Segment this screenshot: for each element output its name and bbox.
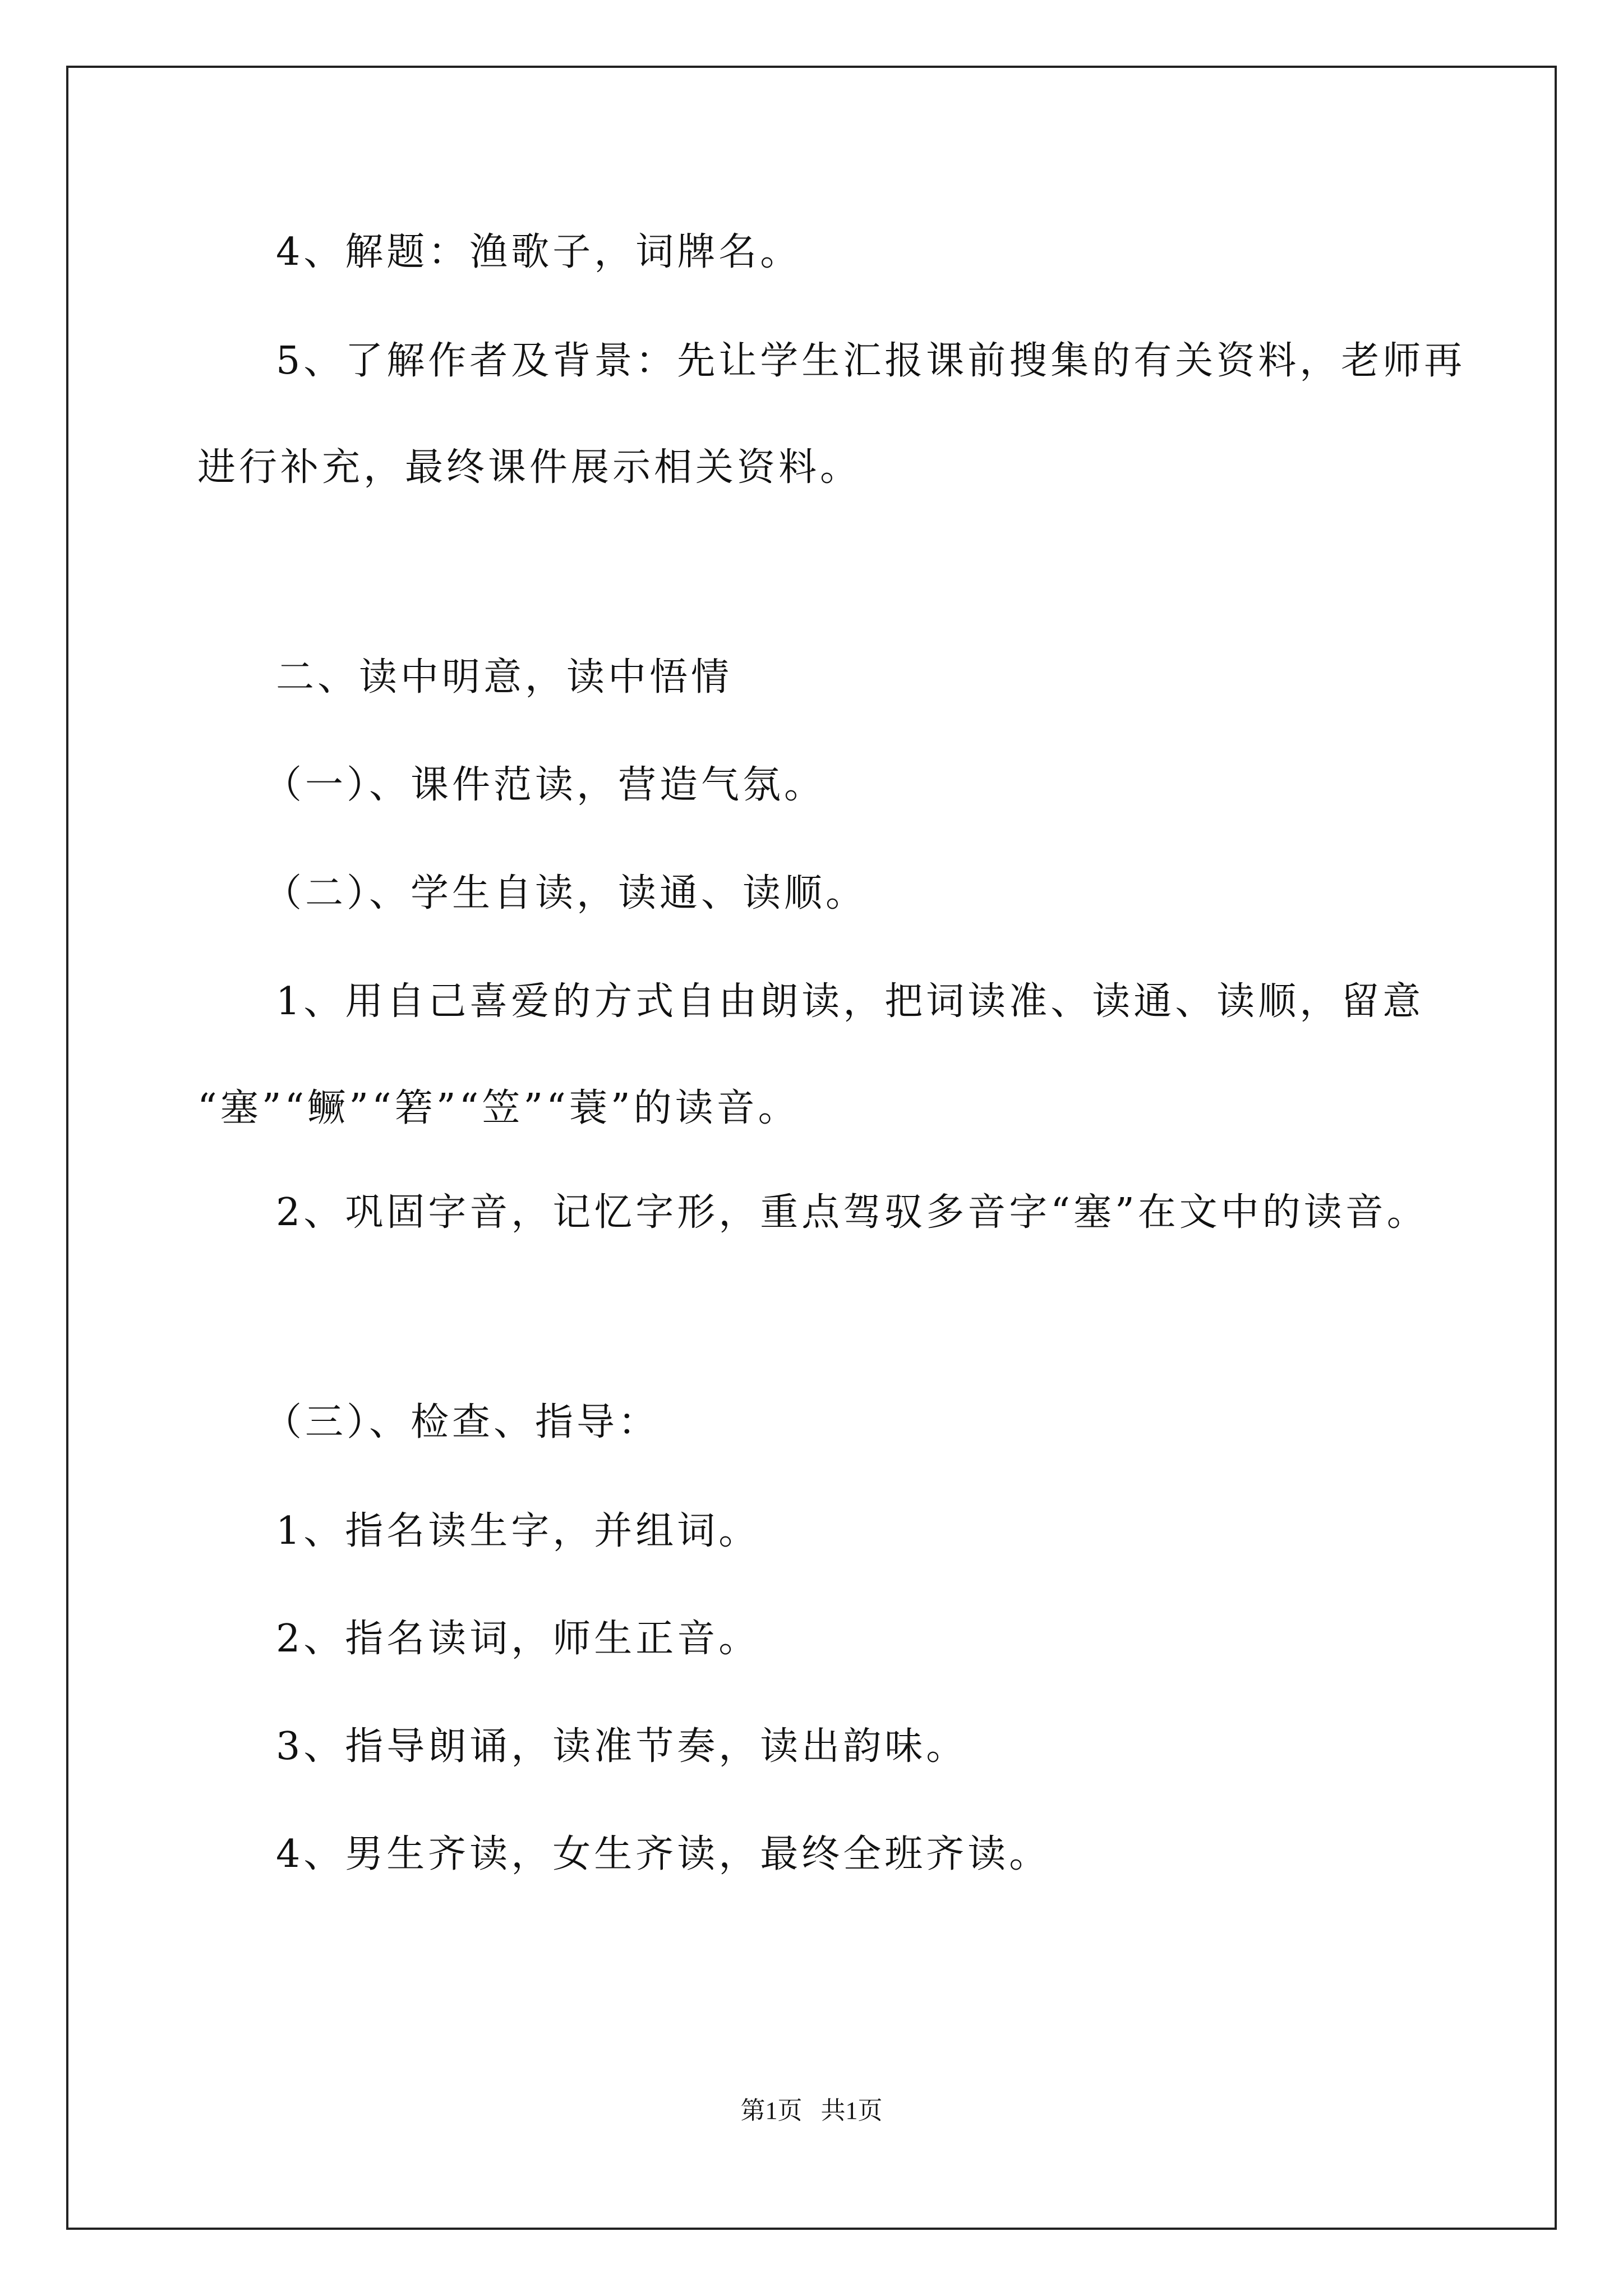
text-line-5: （一）、课件范读，营造气氛。 [264,763,826,807]
text-line-1: 4、解题：渔歌子，词牌名。 [276,230,802,274]
text-line-7: 1、用自己喜爱的方式自由朗读，把词读准、读通、读顺，留意 [276,979,1424,1024]
text-line-6: （二）、学生自读，读通、读顺。 [264,871,868,915]
text-line-2: 5、了解作者及背景：先让学生汇报课前搜集的有关资料，老师再 [276,339,1466,383]
text-line-13: 3、指导朗诵，读准节奏，读出韵味。 [276,1724,968,1769]
text-line-12: 2、指名读词，师生正音。 [276,1617,760,1661]
text-line-9: 2、巩固字音，记忆字形，重点驾驭多音字“塞”在文中的读音。 [276,1190,1428,1235]
text-line-11: 1、指名读生字，并组词。 [276,1509,760,1553]
text-line-10: （三）、检查、指导： [264,1400,660,1444]
text-line-8: “塞”“鳜”“箬”“笠”“蓑”的读音。 [197,1086,800,1130]
text-line-3: 进行补充，最终课件展示相关资料。 [197,445,862,490]
text-line-14: 4、男生齐读，女生齐读，最终全班齐读。 [276,1832,1051,1876]
page-border [66,66,1557,2230]
section-heading-2: 二、读中明意，读中悟情 [276,655,733,700]
page-footer: 第1页 共1页 [740,2097,883,2124]
